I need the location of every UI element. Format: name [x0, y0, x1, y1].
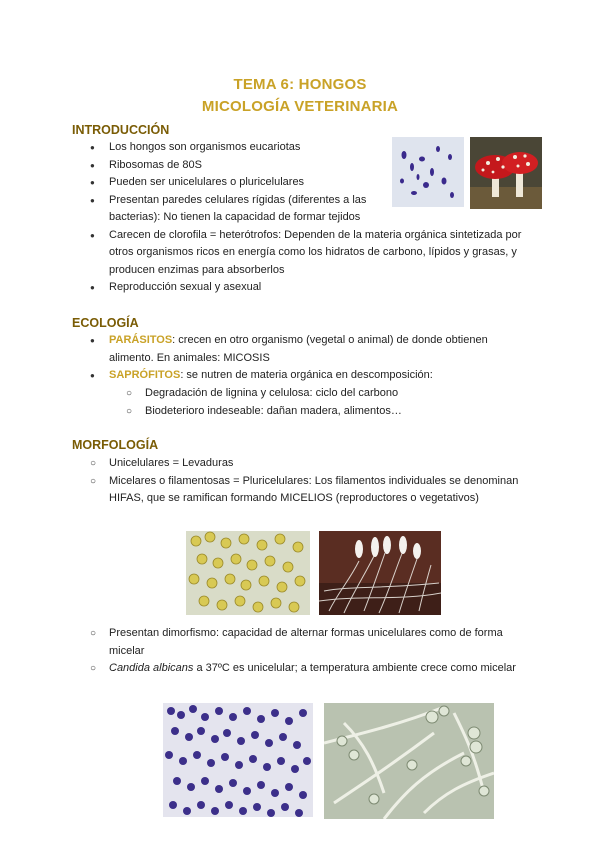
saprofitos-sublist [145, 385, 525, 420]
intro-list [109, 139, 522, 297]
list-item: ● Carecen de clorofila = heterótrofos: Dependen de la materia orgánica sintetizada por otros organismos ricos en energía como los hidratos de carbono, lípidos y grasas, y producen enzimas para absorberlos [109, 227, 529, 280]
parasitos-text: : crecen en otro organismo (vegetal o animal) de donde obtienen alimento. En animales: MICOSIS [109, 334, 488, 364]
candida-yeast-image [163, 703, 313, 817]
list-item: ● Pueden ser unicelulares o pluricelulares [109, 174, 409, 192]
yeast-cells-image [186, 531, 310, 615]
candida-name: Candida albicans [109, 662, 194, 674]
list-item-saprofitos [109, 367, 529, 385]
mycelium-photo-image [319, 531, 441, 615]
parasitos-label: PARÁSITOS [109, 334, 173, 346]
list-item: ○ Micelares o filamentosas = Pluricelulares: Los filamentos individuales se denominan HIFAS, que se ramifican formando MICELIOS (reproductores o vegetativos) [109, 473, 519, 508]
candida-hyphae-image [324, 703, 494, 819]
list-item: ● Los hongos son organismos eucariotas [109, 139, 409, 157]
section-heading-ecologia: ECOLOGÍA [72, 316, 139, 330]
list-item: ● Ribosomas de 80S [109, 157, 409, 175]
list-item: ○ Presentan dimorfismo: capacidad de alternar formas unicelulares como de forma micelar [109, 625, 519, 660]
document-subtitle: MICOLOGÍA VETERINARIA [201, 98, 399, 115]
list-item: ○ Unicelulares = Levaduras [109, 455, 519, 473]
morfologia-list [109, 455, 519, 508]
section-heading-introduccion: INTRODUCCIÓN [72, 123, 170, 137]
yeast-micrograph-image [392, 137, 464, 207]
saprofitos-label: SAPRÓFITOS [109, 369, 181, 381]
list-item-parasitos [109, 332, 529, 367]
list-item: ○ Biodeterioro indeseable: dañan madera, alimentos… [145, 403, 525, 421]
mushroom-photo-image [470, 137, 542, 209]
document-title: TEMA 6: HONGOS [233, 76, 367, 93]
list-item: ● Reproducción sexual y asexual [109, 279, 409, 297]
section-heading-morfologia: MORFOLOGÍA [72, 438, 159, 452]
list-item-candida [109, 660, 519, 678]
saprofitos-text: : se nutren de materia orgánica en descomposición: [180, 369, 433, 381]
list-item: ○ Degradación de lignina y celulosa: ciclo del carbono [145, 385, 525, 403]
candida-text: a 37ºC es unicelular; a temperatura ambiente crece como micelar [193, 662, 516, 674]
morfologia-list-2 [109, 625, 519, 678]
list-item: ● Presentan paredes celulares rígidas (diferentes a las bacterias): No tienen la capacidad de formar tejidos [109, 192, 389, 227]
ecologia-list [109, 332, 529, 385]
